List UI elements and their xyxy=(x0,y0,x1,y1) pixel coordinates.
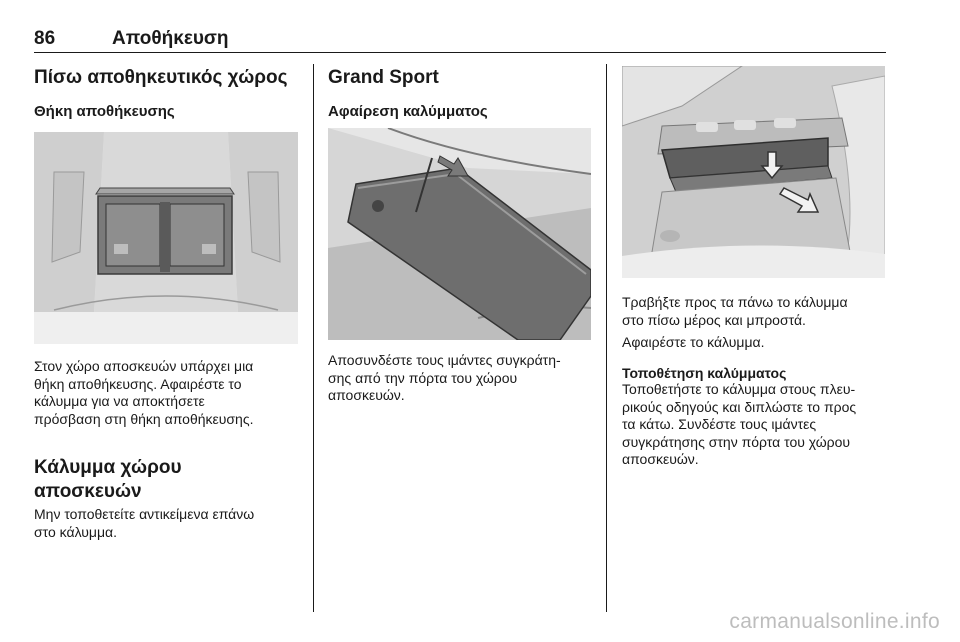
text-line: Αποσυνδέστε τους ιμάντες συγκράτη- xyxy=(328,352,561,368)
text-line: Μην τοποθετείτε αντικείμενα επάνω xyxy=(34,506,255,522)
header-rule xyxy=(34,52,886,53)
text-line: Τραβήξτε προς τα πάνω το κάλυμμα xyxy=(622,294,848,310)
text-line: πρόσβαση στη θήκη αποθήκευσης. xyxy=(34,410,254,427)
column-divider-1 xyxy=(313,64,314,612)
paragraph-strap-detach xyxy=(328,352,598,405)
paragraph-luggage-cover xyxy=(34,506,304,541)
text-line: συγκράτησης στην πόρτα του χώρου xyxy=(622,433,851,450)
subheading-cover-removal: Αφαίρεση καλύμματος xyxy=(328,103,488,120)
text-line: κάλυμμα για να αποκτήσετε xyxy=(34,393,205,409)
figure-storage-compartment xyxy=(34,132,298,344)
text-line: στο κάλυμμα. xyxy=(34,523,118,540)
text-line: τα κάτω. Συνδέστε τους ιμάντες xyxy=(622,416,817,432)
text-line: ρικούς οδηγούς και διπλώστε το προς xyxy=(622,398,857,415)
section-heading-luggage-cover xyxy=(34,456,304,504)
text-line: αποσκευών. xyxy=(622,451,699,467)
subheading-storage-compartment: Θήκη αποθήκευσης xyxy=(34,103,175,120)
heading-line: Κάλυμμα χώρου xyxy=(34,457,182,478)
storage-compartment-illustration-icon xyxy=(34,132,298,344)
section-heading-rear-storage: Πίσω αποθηκευτικός χώρος xyxy=(34,67,288,88)
cover-removal-illustration-icon xyxy=(622,66,885,278)
column-divider-2 xyxy=(606,64,607,612)
figure-cover-strap xyxy=(328,128,591,340)
paragraph-remove-cover: Αφαιρέστε το κάλυμμα. xyxy=(622,334,765,350)
text-line: θήκη αποθήκευσης. Αφαιρέστε το xyxy=(34,375,242,392)
figure-cover-removal xyxy=(622,66,885,278)
section-heading-grand-sport: Grand Sport xyxy=(328,67,439,88)
page-number: 86 xyxy=(34,28,56,49)
cover-strap-detach-illustration-icon xyxy=(328,128,591,340)
text-line: σης από την πόρτα του χώρου xyxy=(328,369,518,386)
paragraph-install-cover xyxy=(622,381,897,469)
watermark: carmanualsonline.info xyxy=(729,610,940,633)
text-line: στο πίσω μέρος και μπροστά. xyxy=(622,311,806,328)
paragraph-storage-compartment xyxy=(34,358,304,428)
subheading-cover-installation: Τοποθέτηση καλύμματος xyxy=(622,365,787,381)
paragraph-pull-cover xyxy=(622,294,892,329)
chapter-title: Αποθήκευση xyxy=(112,28,229,49)
text-line: Τοποθετήστε το κάλυμμα στους πλευ- xyxy=(622,381,856,397)
text-line: Στον χώρο αποσκευών υπάρχει μια xyxy=(34,358,254,374)
heading-line: αποσκευών xyxy=(34,481,142,502)
text-line: αποσκευών. xyxy=(328,387,405,403)
